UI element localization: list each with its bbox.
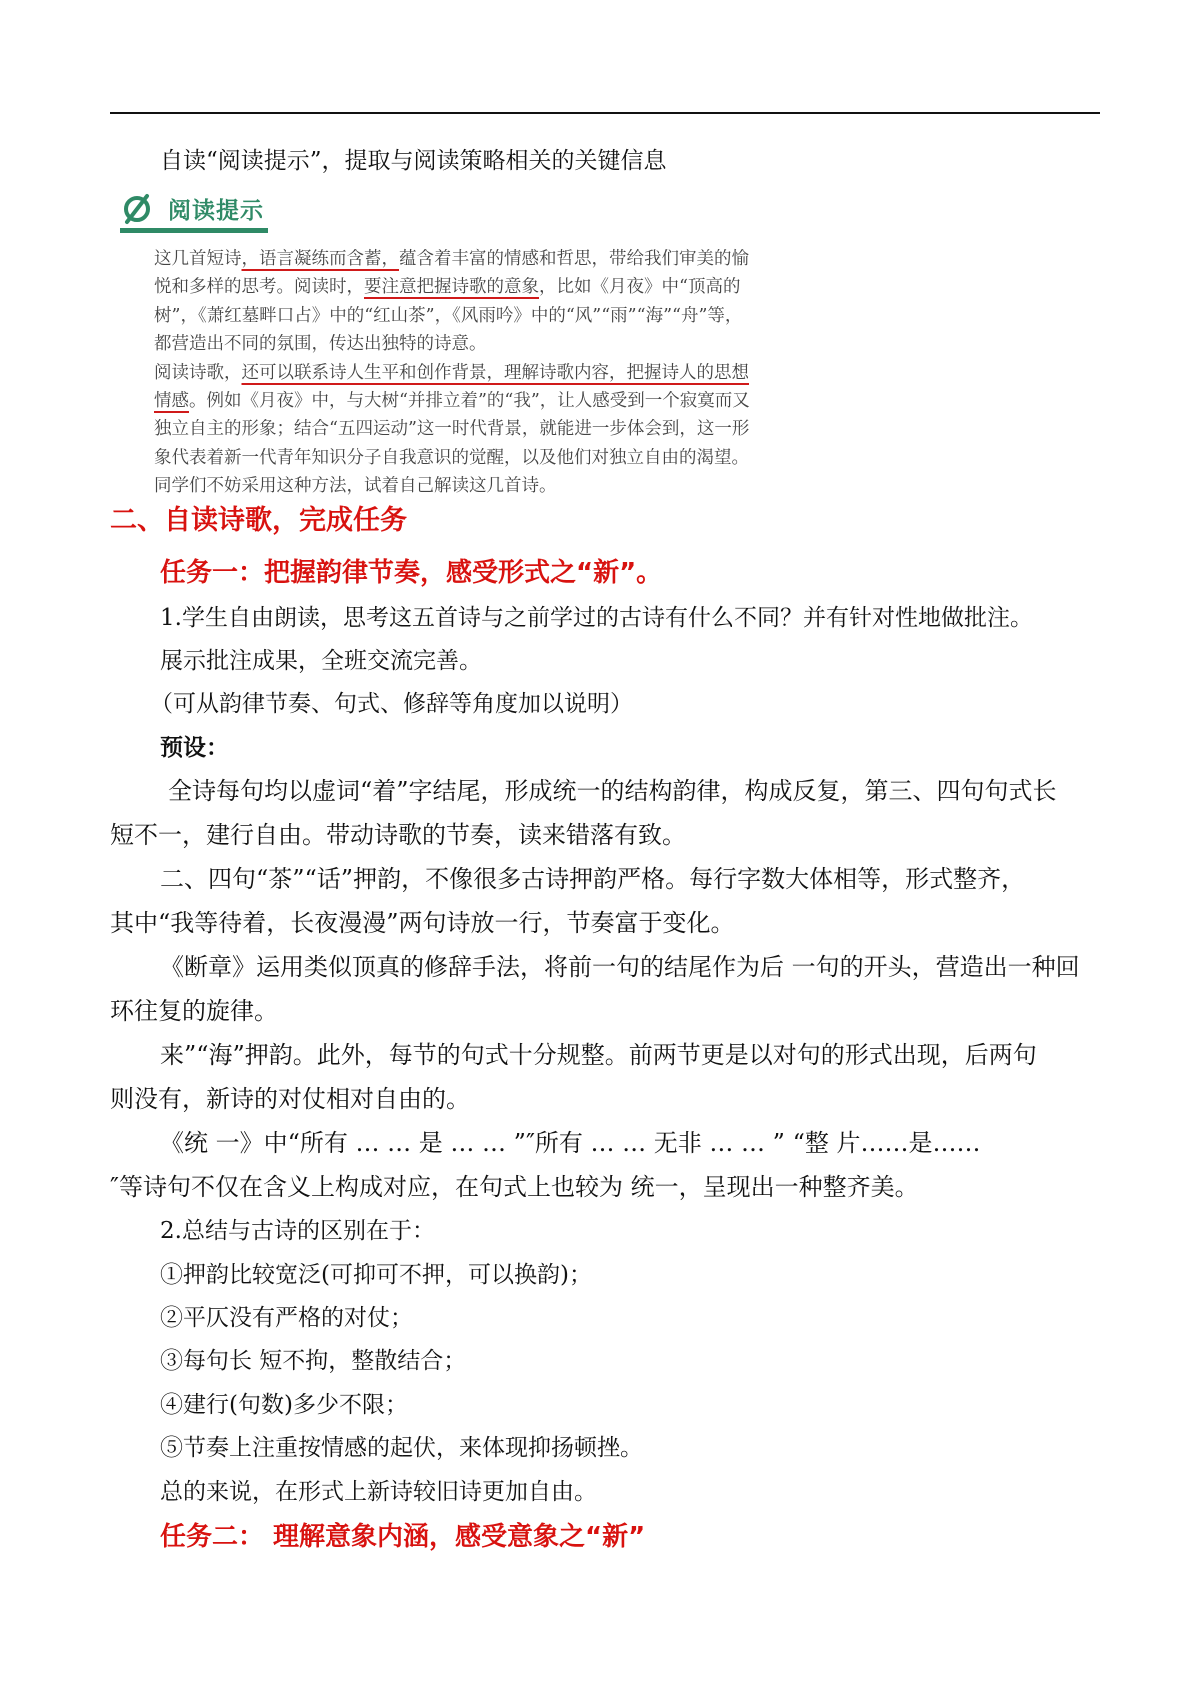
summary-item-1: ①押韵比较宽泛(可抑可不押，可以换韵)； <box>160 1262 592 1288</box>
body-line-4: 全诗每句均以虚词“着”字结尾，形成统一的结构韵律，构成反复，第三、四句句式长 <box>168 777 1057 805</box>
textbook-text-segment: 这几首短诗 <box>154 249 242 269</box>
body-line-1: 1.学生自由朗读，思考这五首诗与之前学过的古诗有什么不同？并有针对性地做批注。 <box>160 605 1033 631</box>
textbook-underlined-segment: 还可以联系诗人生平和创作背景，理解诗歌内容，把握诗人的思想情感 <box>154 362 749 412</box>
summary-item-2: ②平仄没有严格的对仗； <box>160 1305 413 1331</box>
body-line-8: 《断章》运用类似顶真的修辞手法，将前一句的结尾作为后 一句的开头，营造出一种回 <box>160 953 1080 981</box>
textbook-body <box>118 245 753 501</box>
textbook-underlined-segment: 要注意把握诗歌的意象 <box>364 277 539 298</box>
summary-item-5: ⑤节奏上注重按情感的起伏，来体现抑扬顿挫。 <box>160 1435 643 1461</box>
body-line-3: （可从韵律节奏、句式、修辞等角度加以说明） <box>150 691 633 717</box>
textbook-text-segment: ，比如《月夜》中“顶高的树”，《萧红墓畔口占》中的“红山茶”，《风雨吟》中的“风”“雨”“海”“舟”等，都营造出不同的氛围，传达出独特的诗意。 <box>154 277 743 355</box>
body-line-6: 二、四句“茶”“话”押韵，不像很多古诗押韵严格。每行字数大体相等，形式整齐， <box>160 865 1026 893</box>
body-line-10: 来”“海”押韵。此外，每节的句式十分规整。前两节更是以对句的形式出现，后两句 <box>160 1041 1037 1069</box>
task-1-heading: 任务一：把握韵律节奏，感受形式之“新”。 <box>160 558 663 588</box>
body-line-7: 其中“我等待着，长夜漫漫”两句诗放一行，节奏富于变化。 <box>110 909 735 937</box>
textbook-excerpt <box>110 190 750 495</box>
preset-label: 预设： <box>160 734 229 761</box>
textbook-paragraph-1 <box>118 245 753 359</box>
textbook-text-segment: 蕴含着丰富的情感和哲思，带给我们审美的愉悦和多样的思考。阅读时， <box>154 249 749 298</box>
textbook-text-segment: 。例如《月夜》中，与大树“并排立着”的“我”，让人感受到一个寂寞而又独立自主的形象；结合“五四运动”这一时代背景，就能进一步体会到，这一形象代表着新一代青年知识分子自我意识的觉醒，以及他们对独立自由的渴望。同学们不妨采用这种方法，试着自己解读这几首诗。 <box>154 391 750 497</box>
summary-item-3: ③每句长 短不拘，整散结合； <box>160 1348 467 1374</box>
textbook-text-segment: 阅读诗歌， <box>154 362 242 383</box>
summary-item-4: ④建行(句数)多少不限； <box>160 1392 408 1418</box>
reading-tip-icon <box>120 192 154 226</box>
section-2-heading: 二、自读诗歌，完成任务 <box>110 505 407 536</box>
body-line-9: 环往复的旋律。 <box>110 997 278 1025</box>
textbook-underlined-segment: ，语言凝练而含蓄， <box>241 249 399 269</box>
body-line-11: 则没有，新诗的对仗相对自由的。 <box>110 1085 470 1113</box>
body-line-5: 短不一，建行自由。带动诗歌的节奏，读来错落有致。 <box>110 821 686 849</box>
header-rule <box>110 112 1100 114</box>
textbook-title: 阅读提示 <box>168 197 264 224</box>
body-line-13: ″等诗句不仅在含义上构成对应，在句式上也较为 统一，呈现出一种整齐美。 <box>110 1173 919 1201</box>
body-line-12: 《统 一》中“所有 … … 是 … … ”″所有 … … 无非 … … ” “整 片……是…… <box>160 1129 981 1157</box>
body-line-2: 展示批注成果，全班交流完善。 <box>160 648 482 674</box>
textbook-title-bar <box>120 228 268 233</box>
body-line-14: 2.总结与古诗的区别在于： <box>160 1218 435 1244</box>
intro-text: 自读“阅读提示”，提取与阅读策略相关的关键信息 <box>160 148 667 174</box>
summary-conclusion: 总的来说，在形式上新诗较旧诗更加自由。 <box>160 1479 597 1505</box>
textbook-paragraph-2 <box>118 359 753 501</box>
task-2-heading: 任务二： 理解意象内涵，感受意象之“新” <box>160 1522 646 1552</box>
